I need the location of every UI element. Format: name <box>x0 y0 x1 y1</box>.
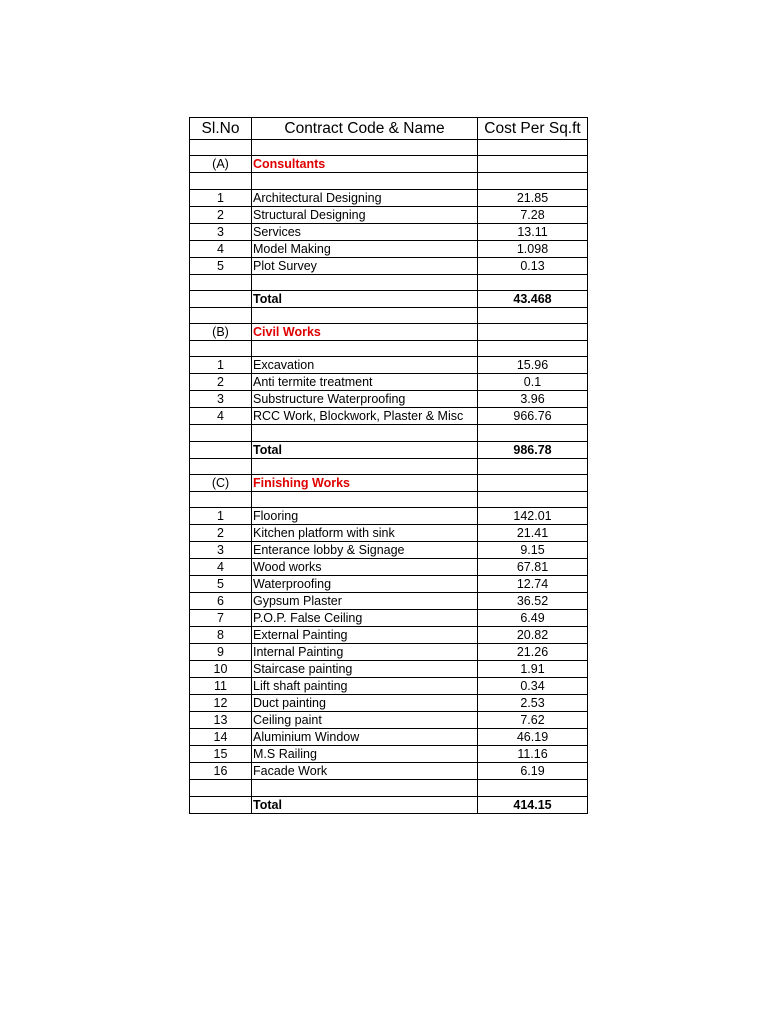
table-row <box>190 627 588 644</box>
cell-cost <box>478 324 588 341</box>
section-row <box>190 156 588 173</box>
cell-sl-no: (C) <box>190 475 252 492</box>
cell-cost <box>478 492 588 508</box>
cell-sl-no: 16 <box>190 763 252 780</box>
cell-cost: 1.098 <box>478 240 588 257</box>
cell-sl-no: 7 <box>190 610 252 627</box>
cell-contract-name: Excavation <box>252 357 478 374</box>
table-row <box>190 189 588 206</box>
cell-sl-no <box>190 274 252 290</box>
cell-sl-no <box>190 780 252 796</box>
cell-sl-no: (A) <box>190 156 252 173</box>
cell-contract-name <box>252 492 478 508</box>
cell-sl-no <box>190 458 252 474</box>
cell-contract-name <box>252 140 478 156</box>
cell-contract-name: Enterance lobby & Signage <box>252 542 478 559</box>
cell-cost: 12.74 <box>478 576 588 593</box>
cell-sl-no: 12 <box>190 695 252 712</box>
section-row <box>190 475 588 492</box>
cell-cost: 67.81 <box>478 559 588 576</box>
cell-cost <box>478 140 588 156</box>
cell-contract-name: Total <box>252 290 478 307</box>
cell-contract-name <box>252 780 478 796</box>
cell-sl-no: 14 <box>190 729 252 746</box>
cell-sl-no: 1 <box>190 508 252 525</box>
cell-contract-name: Aluminium Window <box>252 729 478 746</box>
cell-sl-no <box>190 290 252 307</box>
cell-cost <box>478 341 588 357</box>
cell-contract-name: Finishing Works <box>252 475 478 492</box>
cell-sl-no: 4 <box>190 240 252 257</box>
table-row <box>190 391 588 408</box>
cell-cost: 20.82 <box>478 627 588 644</box>
cell-cost: 2.53 <box>478 695 588 712</box>
cell-cost: 15.96 <box>478 357 588 374</box>
cell-contract-name: External Painting <box>252 627 478 644</box>
cell-cost: 7.62 <box>478 712 588 729</box>
cell-contract-name: Flooring <box>252 508 478 525</box>
cell-sl-no: 4 <box>190 408 252 425</box>
cell-contract-name: P.O.P. False Ceiling <box>252 610 478 627</box>
cell-cost <box>478 425 588 441</box>
cell-sl-no: 1 <box>190 357 252 374</box>
cell-cost: 43.468 <box>478 290 588 307</box>
table-row <box>190 695 588 712</box>
cell-sl-no: 13 <box>190 712 252 729</box>
header-contract-name: Contract Code & Name <box>252 118 478 140</box>
cell-cost <box>478 156 588 173</box>
total-row <box>190 290 588 307</box>
table-row <box>190 576 588 593</box>
table-row <box>190 508 588 525</box>
cell-contract-name: Structural Designing <box>252 206 478 223</box>
cell-contract-name: Wood works <box>252 559 478 576</box>
cell-contract-name: Total <box>252 441 478 458</box>
total-row <box>190 441 588 458</box>
cell-contract-name: Total <box>252 796 478 813</box>
table-row <box>190 763 588 780</box>
table-row <box>190 240 588 257</box>
cell-cost: 142.01 <box>478 508 588 525</box>
table-row <box>190 408 588 425</box>
section-row <box>190 324 588 341</box>
cell-sl-no <box>190 173 252 189</box>
cell-contract-name: Substructure Waterproofing <box>252 391 478 408</box>
cell-sl-no: 6 <box>190 593 252 610</box>
header-row <box>190 118 588 140</box>
cell-cost: 6.49 <box>478 610 588 627</box>
cell-sl-no: 3 <box>190 223 252 240</box>
cell-contract-name: Anti termite treatment <box>252 374 478 391</box>
table-row <box>190 223 588 240</box>
cell-cost: 21.85 <box>478 189 588 206</box>
cell-contract-name: Architectural Designing <box>252 189 478 206</box>
cell-contract-name <box>252 425 478 441</box>
cell-contract-name: Staircase painting <box>252 661 478 678</box>
cell-cost: 46.19 <box>478 729 588 746</box>
cell-contract-name: Plot Survey <box>252 257 478 274</box>
cell-contract-name: Gypsum Plaster <box>252 593 478 610</box>
cell-contract-name: RCC Work, Blockwork, Plaster & Misc <box>252 408 478 425</box>
cell-sl-no: 10 <box>190 661 252 678</box>
blank-row <box>190 458 588 474</box>
cell-sl-no: 2 <box>190 374 252 391</box>
table-row <box>190 746 588 763</box>
blank-row <box>190 307 588 323</box>
cell-cost <box>478 173 588 189</box>
cell-sl-no <box>190 425 252 441</box>
cell-sl-no <box>190 441 252 458</box>
cell-sl-no <box>190 307 252 323</box>
table-row <box>190 610 588 627</box>
cell-sl-no: 1 <box>190 189 252 206</box>
cell-contract-name <box>252 458 478 474</box>
table-row <box>190 729 588 746</box>
cell-contract-name: Facade Work <box>252 763 478 780</box>
cell-contract-name: Waterproofing <box>252 576 478 593</box>
cell-sl-no: 5 <box>190 257 252 274</box>
cell-sl-no <box>190 796 252 813</box>
cell-cost: 6.19 <box>478 763 588 780</box>
cell-cost: 1.91 <box>478 661 588 678</box>
cell-sl-no <box>190 140 252 156</box>
table-row <box>190 357 588 374</box>
cell-sl-no: 5 <box>190 576 252 593</box>
cell-contract-name: Internal Painting <box>252 644 478 661</box>
cell-sl-no: 8 <box>190 627 252 644</box>
cell-contract-name: Consultants <box>252 156 478 173</box>
cost-table <box>189 117 588 814</box>
total-row <box>190 796 588 813</box>
cell-cost: 13.11 <box>478 223 588 240</box>
cell-cost: 0.13 <box>478 257 588 274</box>
cell-cost: 21.41 <box>478 525 588 542</box>
cell-contract-name: M.S Railing <box>252 746 478 763</box>
cell-contract-name <box>252 173 478 189</box>
cell-contract-name: Model Making <box>252 240 478 257</box>
table-row <box>190 257 588 274</box>
cell-contract-name: Civil Works <box>252 324 478 341</box>
cell-contract-name: Duct painting <box>252 695 478 712</box>
blank-row <box>190 492 588 508</box>
table-row <box>190 644 588 661</box>
table-row <box>190 206 588 223</box>
table-row <box>190 559 588 576</box>
cell-sl-no: 3 <box>190 391 252 408</box>
cell-contract-name: Services <box>252 223 478 240</box>
cell-contract-name: Ceiling paint <box>252 712 478 729</box>
cell-sl-no: 4 <box>190 559 252 576</box>
cell-contract-name <box>252 274 478 290</box>
cell-cost <box>478 780 588 796</box>
cell-cost <box>478 475 588 492</box>
cell-sl-no <box>190 341 252 357</box>
cell-sl-no: 15 <box>190 746 252 763</box>
table-row <box>190 542 588 559</box>
blank-row <box>190 173 588 189</box>
cell-sl-no <box>190 492 252 508</box>
cell-cost: 9.15 <box>478 542 588 559</box>
table-row <box>190 525 588 542</box>
cell-sl-no: 2 <box>190 525 252 542</box>
cell-contract-name: Kitchen platform with sink <box>252 525 478 542</box>
header-sl-no: Sl.No <box>190 118 252 140</box>
cell-sl-no: 3 <box>190 542 252 559</box>
table-body <box>190 140 588 814</box>
cell-sl-no: 2 <box>190 206 252 223</box>
blank-row <box>190 341 588 357</box>
cell-cost <box>478 458 588 474</box>
cell-cost: 0.34 <box>478 678 588 695</box>
cell-contract-name: Lift shaft painting <box>252 678 478 695</box>
blank-row <box>190 140 588 156</box>
cell-cost: 414.15 <box>478 796 588 813</box>
cell-cost: 966.76 <box>478 408 588 425</box>
cell-cost <box>478 274 588 290</box>
table-row <box>190 712 588 729</box>
cell-cost <box>478 307 588 323</box>
cell-cost: 11.16 <box>478 746 588 763</box>
cell-contract-name <box>252 341 478 357</box>
blank-row <box>190 274 588 290</box>
table-row <box>190 593 588 610</box>
cell-sl-no: 9 <box>190 644 252 661</box>
cell-cost: 3.96 <box>478 391 588 408</box>
header-cost: Cost Per Sq.ft <box>478 118 588 140</box>
table-row <box>190 661 588 678</box>
cell-contract-name <box>252 307 478 323</box>
table-row <box>190 374 588 391</box>
cell-cost: 36.52 <box>478 593 588 610</box>
blank-row <box>190 780 588 796</box>
blank-row <box>190 425 588 441</box>
cell-sl-no: (B) <box>190 324 252 341</box>
cell-cost: 0.1 <box>478 374 588 391</box>
cell-sl-no: 11 <box>190 678 252 695</box>
table-row <box>190 678 588 695</box>
cell-cost: 7.28 <box>478 206 588 223</box>
cell-cost: 21.26 <box>478 644 588 661</box>
cell-cost: 986.78 <box>478 441 588 458</box>
